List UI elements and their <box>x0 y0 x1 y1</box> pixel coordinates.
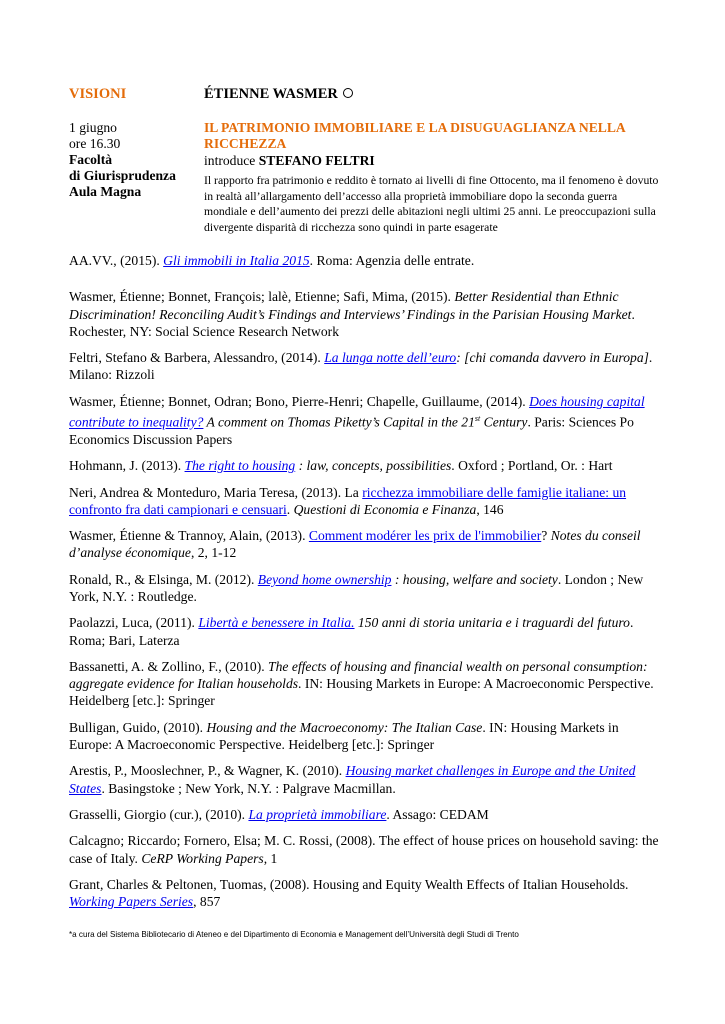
event-when-where <box>69 120 199 200</box>
bibliography-entry: Wasmer, Étienne; Bonnet, François; lalè, Etienne; Safi, Mima, (2015). Better Residential than Ethnic Discrimination! Reconciling Audit’s Findings and Interviews’ Findings in the Parisian Housing Market. Rochester, NY: Social Science Research Network <box>69 289 635 339</box>
bibliography-entry: Grasselli, Giorgio (cur.), (2010). La proprietà immobiliare. Assago: CEDAM <box>69 806 489 822</box>
audio-icon <box>343 88 353 98</box>
reference-link[interactable]: Comment modérer les prix de l'immobilier <box>308 528 542 544</box>
intro-label: introduce <box>204 153 256 168</box>
bibliography-entry: Bulligan, Guido, (2010). Housing and the Macroeconomy: The Italian Case. IN: Housing Markets in Europe: A Macroeconomic Perspective. Heidelberg [etc.]: Springer <box>69 719 619 753</box>
footnote: *a cura del Sistema Bibliotecario di Ateneo e del Dipartimento di Economia e Management dell’Università degli Studi di Trento <box>69 930 519 939</box>
bibliography <box>69 252 659 910</box>
venue-line-3: Aula Magna <box>69 184 142 199</box>
venue-line-1: Facoltà <box>69 152 113 167</box>
event-block <box>69 86 669 234</box>
bibliography-entry: Bassanetti, A. & Zollino, F., (2010). The effects of housing and financial wealth on personal consumption: aggregate evidence for Italian households. IN: Housing Markets in Europe: A Macroeconomic Perspective. Heidelberg [etc.]: Springer <box>69 658 654 709</box>
bibliography-entry: Calcagno; Riccardo; Fornero, Elsa; M. C. Rossi, (2008). The effect of house prices on household saving: the case of Italy. CeRP Working Papers, 1 <box>69 833 659 866</box>
talk-title: IL PATRIMONIO IMMOBILIARE E LA DISUGUAGLIANZA NELLA RICCHEZZA <box>204 120 625 151</box>
reference-link[interactable]: La proprietà immobiliare <box>248 806 387 822</box>
bibliography-entry: AA.VV., (2015). Gli immobili in Italia 2015. Roma: Agenzia delle entrate. <box>69 253 475 268</box>
bibliography-entry: Arestis, P., Mooslechner, P., & Wagner, K. (2010). Housing market challenges in Europe and the United States. Basingstoke ; New York, N.Y. : Palgrave Macmillan. <box>69 763 636 796</box>
reference-link[interactable]: Gli immobili in Italia 2015 <box>163 253 310 268</box>
reference-link[interactable]: La lunga notte dell’euro <box>324 350 457 366</box>
venue-line-2: di Giurisprudenza <box>69 168 176 183</box>
bibliography-entry: Wasmer, Étienne & Trannoy, Alain, (2013). Comment modérer les prix de l'immobilier? Notes du conseil d’analyse économique, 2, 1-12 <box>69 528 641 561</box>
reference-link[interactable]: Working Papers Series <box>69 894 194 910</box>
speaker-name-text: ÉTIENNE WASMER <box>204 86 338 102</box>
bibliography-entry: Ronald, R., & Elsinga, M. (2012). Beyond home ownership : housing, welfare and society. London ; New York, N.Y. : Routledge. <box>69 571 644 604</box>
reference-link[interactable]: Does housing capital contribute to inequality? <box>69 393 645 430</box>
event-time: ore 16.30 <box>69 136 121 151</box>
bibliography-entry: Paolazzi, Luca, (2011). Libertà e benessere in Italia. 150 anni di storia unitaria e i traguardi del futuro. Roma; Bari, Laterza <box>69 615 634 648</box>
bibliography-entry: Wasmer, Étienne; Bonnet, Odran; Bono, Pierre-Henri; Chapelle, Guillaume, (2014). Does housing capital contribute to inequality? A comment on Thomas Piketty’s Capital in the 21st Century. Paris: Sciences Po Economics Discussion Papers <box>69 393 645 447</box>
speaker-name <box>204 86 353 103</box>
reference-link[interactable]: Beyond home ownership <box>257 571 392 587</box>
event-date: 1 giugno <box>69 120 117 135</box>
series-label: VISIONI <box>69 86 127 102</box>
bibliography-entry: Feltri, Stefano & Barbera, Alessandro, (2014). La lunga notte dell’euro: [chi comanda davvero in Europa]. Milano: Rizzoli <box>69 350 653 383</box>
reference-link[interactable]: Libertà e benessere in Italia. <box>198 615 355 631</box>
reference-link[interactable]: ricchezza immobiliare delle famiglie italiane: un confronto fra dati campionari e censuari <box>69 484 627 517</box>
intro-name: STEFANO FELTRI <box>258 153 375 168</box>
bibliography-entry: Neri, Andrea & Monteduro, Maria Teresa, (2013). La ricchezza immobiliare delle famiglie italiane: un confronto fra dati campionari e censuari. Questioni di Economia e Finanza, 146 <box>69 484 627 517</box>
reference-link[interactable]: Housing market challenges in Europe and the United States <box>69 763 636 796</box>
introducer <box>204 152 664 169</box>
bibliography-entry: Grant, Charles & Peltonen, Tuomas, (2008). Housing and Equity Wealth Effects of Italian Households. Working Papers Series, 857 <box>69 876 629 910</box>
bibliography-entry: Hohmann, J. (2013). The right to housing : law, concepts, possibilities. Oxford ; Portland, Or. : Hart <box>69 458 613 474</box>
reference-link[interactable]: The right to housing <box>184 458 296 474</box>
talk-abstract: Il rapporto fra patrimonio e reddito è tornato ai livelli di fine Ottocento, ma il fenomeno è dovuto in realtà all’allargamento dell’accesso alla proprietà immobiliare dopo la seconda guerra mondiale e dell’aumento dei prezzi delle abitazioni negli ultimi 25 anni. Le preoccupazioni sulla divergente disparità di ricchezza sono quindi in parte esagerate <box>204 174 659 234</box>
